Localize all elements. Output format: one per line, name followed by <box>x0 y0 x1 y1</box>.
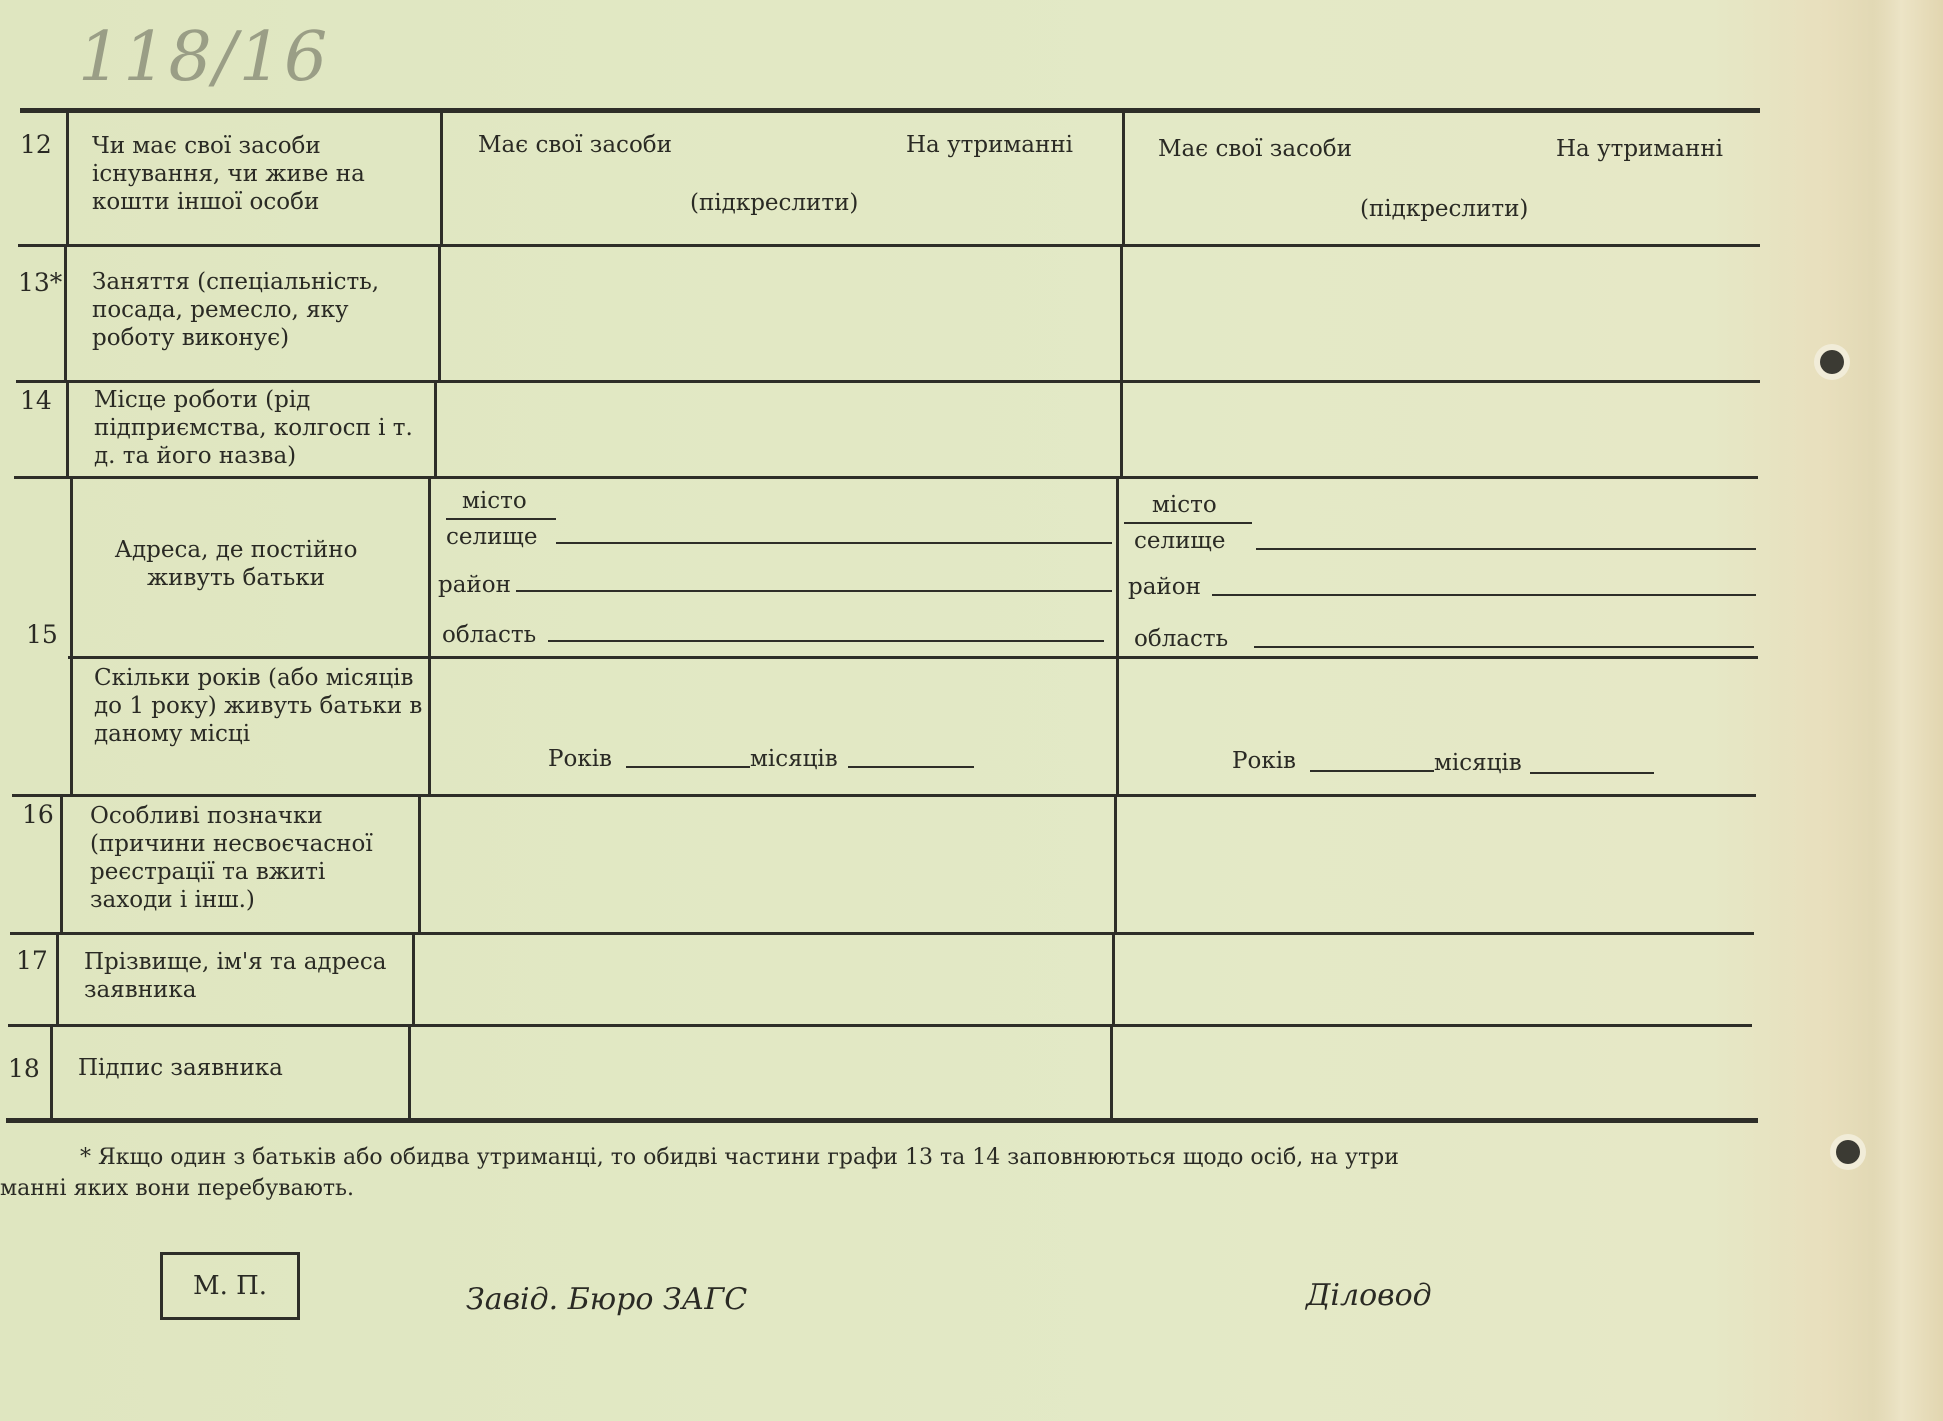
region-input-line[interactable] <box>1254 646 1754 648</box>
row-label: Особливі позначки (причини несвоєчасної реєстрації та вжиті заходи і інш.) <box>90 803 373 913</box>
row-number: 18 <box>8 1054 40 1083</box>
months-label: місяців <box>750 746 838 772</box>
row-number: 12 <box>20 130 52 159</box>
col-divider <box>1116 476 1119 794</box>
address-region-label: область <box>442 622 537 648</box>
address-district-label: район <box>438 572 511 598</box>
years-input-line[interactable] <box>626 766 750 768</box>
col-divider <box>50 1024 53 1120</box>
clerk-signature-label: Діловод <box>1306 1278 1432 1313</box>
address-settlement-label: селище <box>1134 528 1226 554</box>
row-label: Підпис заявника <box>78 1055 283 1081</box>
punch-hole <box>1836 1140 1860 1164</box>
col-divider <box>418 794 421 932</box>
months-label: місяців <box>1434 750 1522 776</box>
years-label: Років <box>1232 748 1297 774</box>
row-number: 13* <box>18 268 63 297</box>
address-region-label: область <box>1134 626 1229 652</box>
district-input-line[interactable] <box>1212 594 1756 596</box>
years-input-line[interactable] <box>1310 770 1434 772</box>
option-own-means: Має свої засоби <box>1158 136 1352 162</box>
col-divider <box>408 1024 411 1120</box>
rule-row <box>18 244 1760 247</box>
footnote-line: * Якщо один з батьків або обидва утриманці, то обидві частини графи 13 та 14 заповнюються щодо осіб, на утри <box>80 1145 1399 1170</box>
col-divider <box>60 794 63 932</box>
region-input-line[interactable] <box>548 640 1104 642</box>
address-city-label: місто <box>462 488 527 514</box>
underline-note: (підкреслити) <box>1360 196 1529 222</box>
col-divider <box>412 932 415 1024</box>
row-label: Місце роботи (рід підприємства, колгосп і т. д. та його назва) <box>94 387 413 469</box>
rule-row <box>16 380 1760 383</box>
col-divider <box>1120 380 1123 476</box>
row-number: 14 <box>20 386 52 415</box>
footnote-line: манні яких вони перебувають. <box>0 1176 354 1201</box>
rule-row <box>8 1024 1752 1027</box>
rule-row <box>10 932 1754 935</box>
rule-row <box>68 656 1758 659</box>
col-divider <box>1110 1024 1113 1120</box>
head-signature-label: Завід. Бюро ЗАГС <box>466 1282 748 1317</box>
col-divider <box>434 380 437 476</box>
torn-edge <box>1873 0 1943 1421</box>
city-underline <box>1124 522 1252 524</box>
punch-hole <box>1820 350 1844 374</box>
col-divider <box>438 244 441 380</box>
underline-note: (підкреслити) <box>690 190 859 216</box>
footnote <box>0 1142 1720 1204</box>
address-city-label: місто <box>1152 492 1217 518</box>
months-input-line[interactable] <box>1530 772 1654 774</box>
district-input-line[interactable] <box>516 590 1112 592</box>
col-divider <box>1122 108 1125 244</box>
months-input-line[interactable] <box>848 766 974 768</box>
option-dependent: На утриманні <box>906 132 1074 158</box>
option-dependent: На утриманні <box>1556 136 1724 162</box>
row-number: 15 <box>26 620 58 649</box>
row-label: Чи має свої засоби існування, чи живе на кошти іншої особи <box>92 133 365 215</box>
form-table <box>0 108 1760 1130</box>
settlement-input-line[interactable] <box>556 542 1112 544</box>
col-divider <box>70 476 73 794</box>
col-divider <box>56 932 59 1024</box>
city-underline <box>446 518 556 520</box>
settlement-input-line[interactable] <box>1256 548 1756 550</box>
col-divider <box>1114 794 1117 932</box>
col-divider <box>64 244 67 380</box>
col-divider <box>1120 244 1123 380</box>
row-number: 17 <box>16 946 48 975</box>
rule-row <box>14 476 1758 479</box>
col-divider <box>428 476 431 794</box>
col-divider <box>440 108 443 244</box>
row-label: Прізвище, ім'я та адреса заявника <box>84 949 387 1003</box>
row-label: Скільки років (або місяців до 1 року) живуть батьки в даному місці <box>94 665 423 747</box>
row-number: 16 <box>22 800 54 829</box>
address-district-label: район <box>1128 574 1201 600</box>
row-label: Адреса, де постійно живуть батьки <box>114 537 358 591</box>
option-own-means: Має свої засоби <box>478 132 672 158</box>
years-label: Років <box>548 746 613 772</box>
rule-row <box>12 794 1756 797</box>
archive-number: 118/16 <box>78 18 330 97</box>
rule-bottom <box>6 1118 1758 1123</box>
address-settlement-label: селище <box>446 524 538 550</box>
row-label: Заняття (спеціальність, посада, ремесло, яку роботу виконує) <box>92 269 380 351</box>
col-divider <box>66 108 69 244</box>
col-divider <box>66 380 69 476</box>
col-divider <box>1112 932 1115 1024</box>
rule-top <box>20 108 1760 113</box>
stamp-box: М. П. <box>160 1252 300 1320</box>
